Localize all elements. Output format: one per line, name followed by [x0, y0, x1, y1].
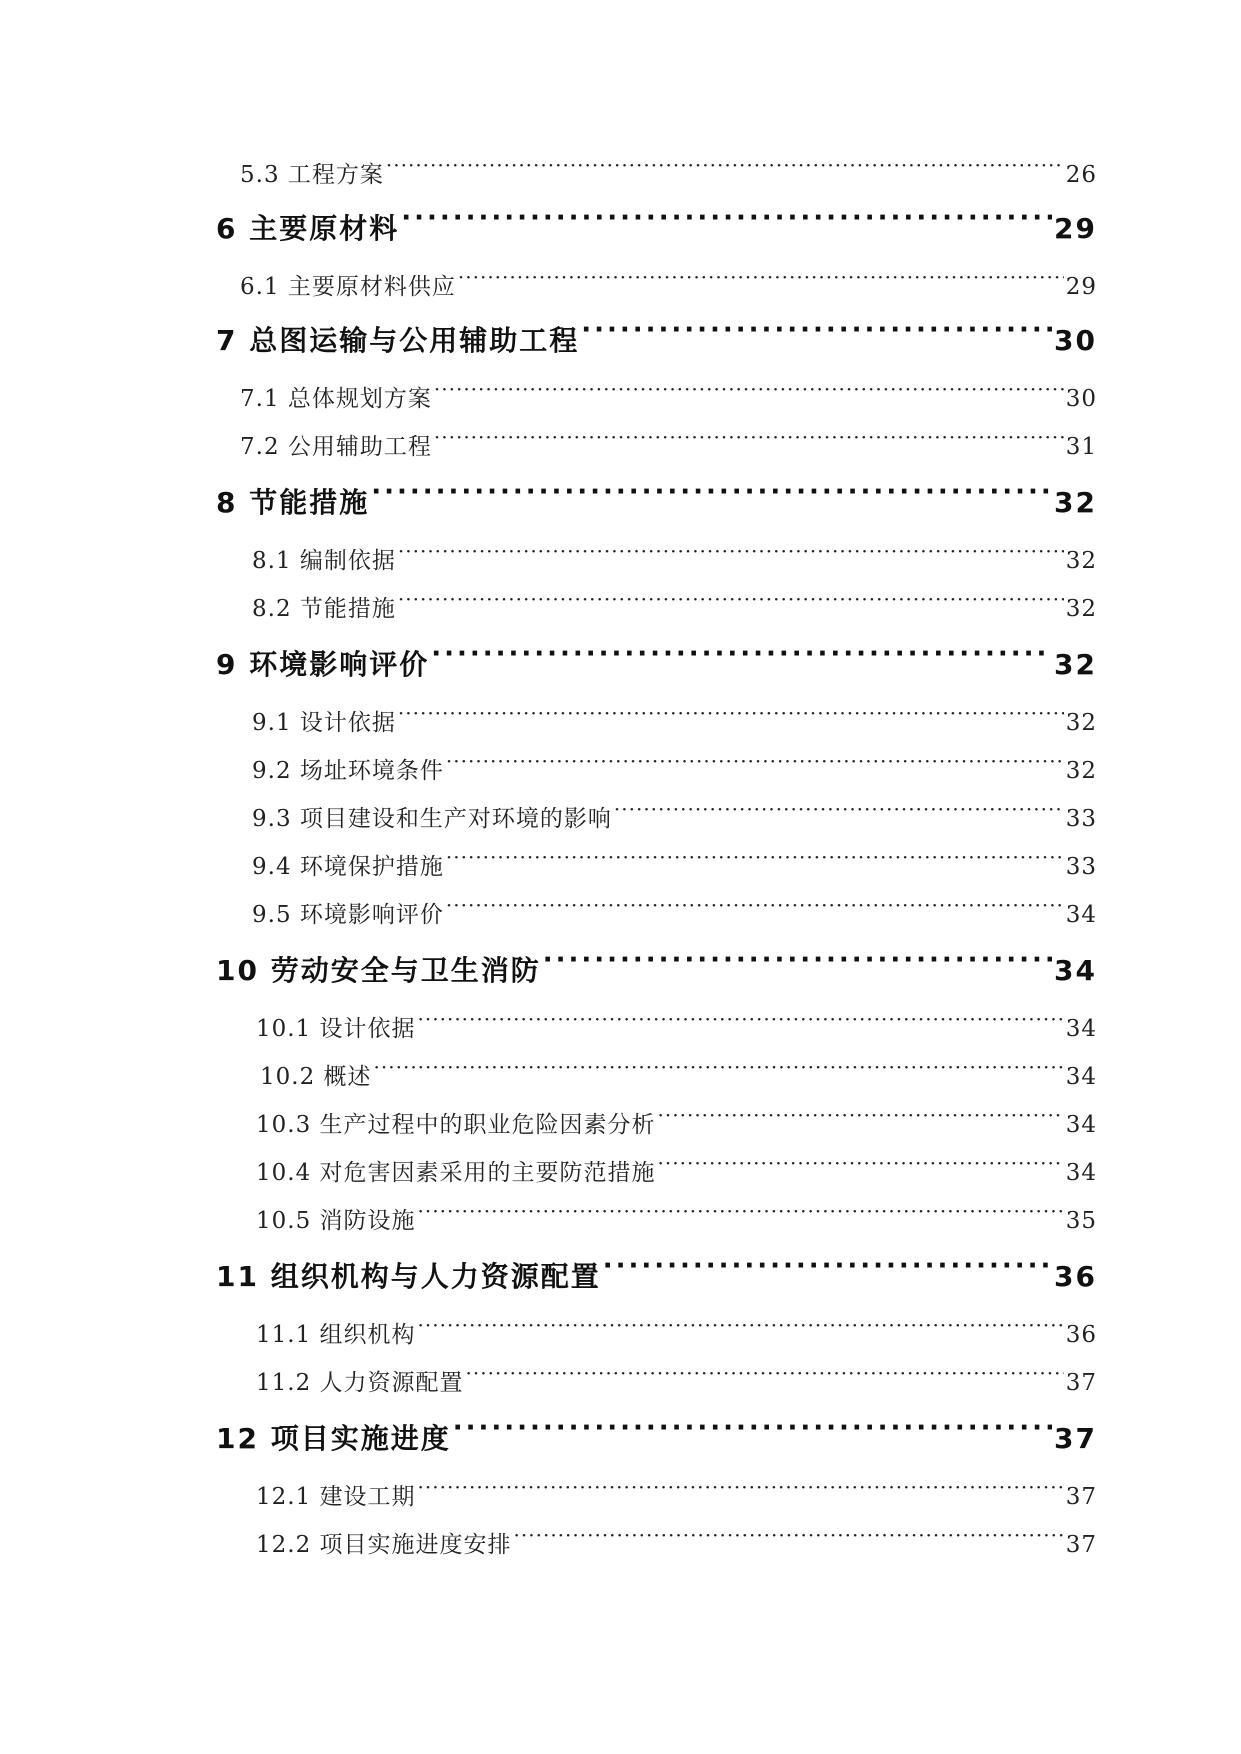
toc-entry-title: 11.1 组织机构 — [256, 1322, 416, 1348]
toc-leader-dots — [581, 310, 1052, 350]
toc-entry-title: 10.3 生产过程中的职业危险因素分析 — [256, 1112, 656, 1138]
toc-page-number: 33 — [1065, 854, 1097, 880]
toc-page-number: 30 — [1054, 324, 1097, 357]
toc-entry-9-1[interactable] — [252, 696, 1097, 736]
toc-entry-11-1[interactable] — [256, 1308, 1097, 1348]
toc-entry-9-2[interactable] — [252, 744, 1097, 784]
toc-leader-dots — [458, 260, 1064, 294]
toc-leader-dots — [446, 744, 1064, 778]
toc-chapter-8[interactable] — [216, 472, 1097, 519]
toc-entry-title: 9.5 环境影响评价 — [252, 902, 444, 928]
toc-page-number: 32 — [1065, 758, 1097, 784]
toc-page-number: 26 — [1065, 162, 1097, 188]
toc-leader-dots — [398, 534, 1064, 568]
toc-page-number: 34 — [1065, 1112, 1097, 1138]
toc-entry-10-3[interactable] — [256, 1098, 1097, 1138]
toc-page-number: 29 — [1065, 274, 1097, 300]
toc-page-number: 34 — [1065, 1016, 1097, 1042]
toc-leader-dots — [398, 696, 1064, 730]
toc-entry-8-2[interactable] — [252, 582, 1097, 622]
toc-leader-dots — [466, 1356, 1064, 1390]
toc-entry-title: 8.2 节能措施 — [252, 596, 396, 622]
toc-entry-12-2[interactable] — [256, 1518, 1097, 1558]
toc-entry-title: 9.4 环境保护措施 — [252, 854, 444, 880]
toc-leader-dots — [658, 1098, 1064, 1132]
toc-page-number: 32 — [1054, 648, 1097, 681]
toc-leader-dots — [614, 792, 1064, 826]
toc-chapter-title: 11 组织机构与人力资源配置 — [216, 1260, 601, 1293]
toc-chapter-10[interactable] — [216, 940, 1097, 987]
toc-page-number: 33 — [1065, 806, 1097, 832]
toc-leader-dots — [658, 1146, 1064, 1180]
toc-chapter-title: 10 劳动安全与卫生消防 — [216, 954, 541, 987]
toc-entry-11-2[interactable] — [256, 1356, 1097, 1396]
toc-entry-8-1[interactable] — [252, 534, 1097, 574]
toc-entry-title: 10.1 设计依据 — [256, 1016, 416, 1042]
toc-page-number: 29 — [1054, 212, 1097, 245]
toc-page-number: 32 — [1054, 486, 1097, 519]
toc-chapter-title: 8 节能措施 — [216, 486, 370, 519]
toc-chapter-6[interactable] — [216, 198, 1097, 245]
toc-page-number: 37 — [1065, 1484, 1097, 1510]
toc-page-number: 34 — [1065, 1064, 1097, 1090]
toc-leader-dots — [418, 1194, 1064, 1228]
toc-leader-dots — [434, 420, 1064, 454]
toc-leader-dots — [374, 1050, 1064, 1084]
toc-chapter-11[interactable] — [216, 1246, 1097, 1293]
toc-entry-title: 5.3 工程方案 — [240, 162, 384, 188]
toc-leader-dots — [543, 940, 1052, 980]
toc-leader-dots — [603, 1246, 1052, 1286]
toc-chapter-title: 9 环境影响评价 — [216, 648, 430, 681]
toc-leader-dots — [418, 1308, 1064, 1342]
toc-chapter-title: 7 总图运输与公用辅助工程 — [216, 324, 580, 357]
toc-entry-title: 11.2 人力资源配置 — [256, 1370, 464, 1396]
toc-entry-10-2[interactable] — [260, 1050, 1097, 1090]
toc-chapter-12[interactable] — [216, 1408, 1097, 1455]
toc-page-number: 32 — [1065, 596, 1097, 622]
toc-entry-12-1[interactable] — [256, 1470, 1097, 1510]
toc-entry-7-1[interactable] — [240, 372, 1097, 412]
toc-entry-title: 9.3 项目建设和生产对环境的影响 — [252, 806, 612, 832]
toc-leader-dots — [446, 888, 1064, 922]
toc-page-number: 37 — [1065, 1370, 1097, 1396]
toc-page-number: 37 — [1065, 1532, 1097, 1558]
toc-chapter-9[interactable] — [216, 634, 1097, 681]
toc-entry-title: 9.1 设计依据 — [252, 710, 396, 736]
toc-page-number: 36 — [1065, 1322, 1097, 1348]
toc-page-number: 32 — [1065, 710, 1097, 736]
toc-leader-dots — [453, 1408, 1052, 1448]
toc-leader-dots — [514, 1518, 1064, 1552]
toc-leader-dots — [418, 1470, 1064, 1504]
toc-chapter-title: 12 项目实施进度 — [216, 1422, 451, 1455]
toc-leader-dots — [401, 198, 1052, 238]
toc-leader-dots — [434, 372, 1064, 406]
toc-entry-title: 6.1 主要原材料供应 — [240, 274, 456, 300]
toc-page-number: 34 — [1065, 902, 1097, 928]
toc-page-number: 32 — [1065, 548, 1097, 574]
toc-leader-dots — [446, 840, 1064, 874]
toc-page-number: 34 — [1054, 954, 1097, 987]
toc-entry-title: 10.2 概述 — [260, 1064, 372, 1090]
toc-entry-title: 10.4 对危害因素采用的主要防范措施 — [256, 1160, 656, 1186]
toc-entry-9-5[interactable] — [252, 888, 1097, 928]
toc-leader-dots — [398, 582, 1064, 616]
toc-entry-title: 9.2 场址环境条件 — [252, 758, 444, 784]
toc-page-number: 34 — [1065, 1160, 1097, 1186]
toc-entry-5-3[interactable] — [240, 148, 1097, 188]
toc-entry-10-4[interactable] — [256, 1146, 1097, 1186]
toc-page-number: 35 — [1065, 1208, 1097, 1234]
toc-entry-title: 10.5 消防设施 — [256, 1208, 416, 1234]
toc-page-number: 36 — [1054, 1260, 1097, 1293]
toc-entry-title: 8.1 编制依据 — [252, 548, 396, 574]
toc-entry-title: 7.2 公用辅助工程 — [240, 434, 432, 460]
toc-entry-9-3[interactable] — [252, 792, 1097, 832]
toc-entry-9-4[interactable] — [252, 840, 1097, 880]
toc-entry-title: 12.2 项目实施进度安排 — [256, 1532, 512, 1558]
toc-entry-title: 7.1 总体规划方案 — [240, 386, 432, 412]
toc-entry-7-2[interactable] — [240, 420, 1097, 460]
toc-leader-dots — [431, 634, 1052, 674]
toc-page-number: 31 — [1065, 434, 1097, 460]
toc-entry-10-1[interactable] — [256, 1002, 1097, 1042]
toc-page-number: 37 — [1054, 1422, 1097, 1455]
toc-leader-dots — [418, 1002, 1064, 1036]
toc-chapter-title: 6 主要原材料 — [216, 212, 400, 245]
toc-chapter-7[interactable] — [216, 310, 1097, 357]
toc-page-number: 30 — [1065, 386, 1097, 412]
toc-entry-title: 12.1 建设工期 — [256, 1484, 416, 1510]
toc-leader-dots — [386, 148, 1064, 182]
toc-entry-10-5[interactable] — [256, 1194, 1097, 1234]
toc-leader-dots — [371, 472, 1052, 512]
toc-entry-6-1[interactable] — [240, 260, 1097, 300]
